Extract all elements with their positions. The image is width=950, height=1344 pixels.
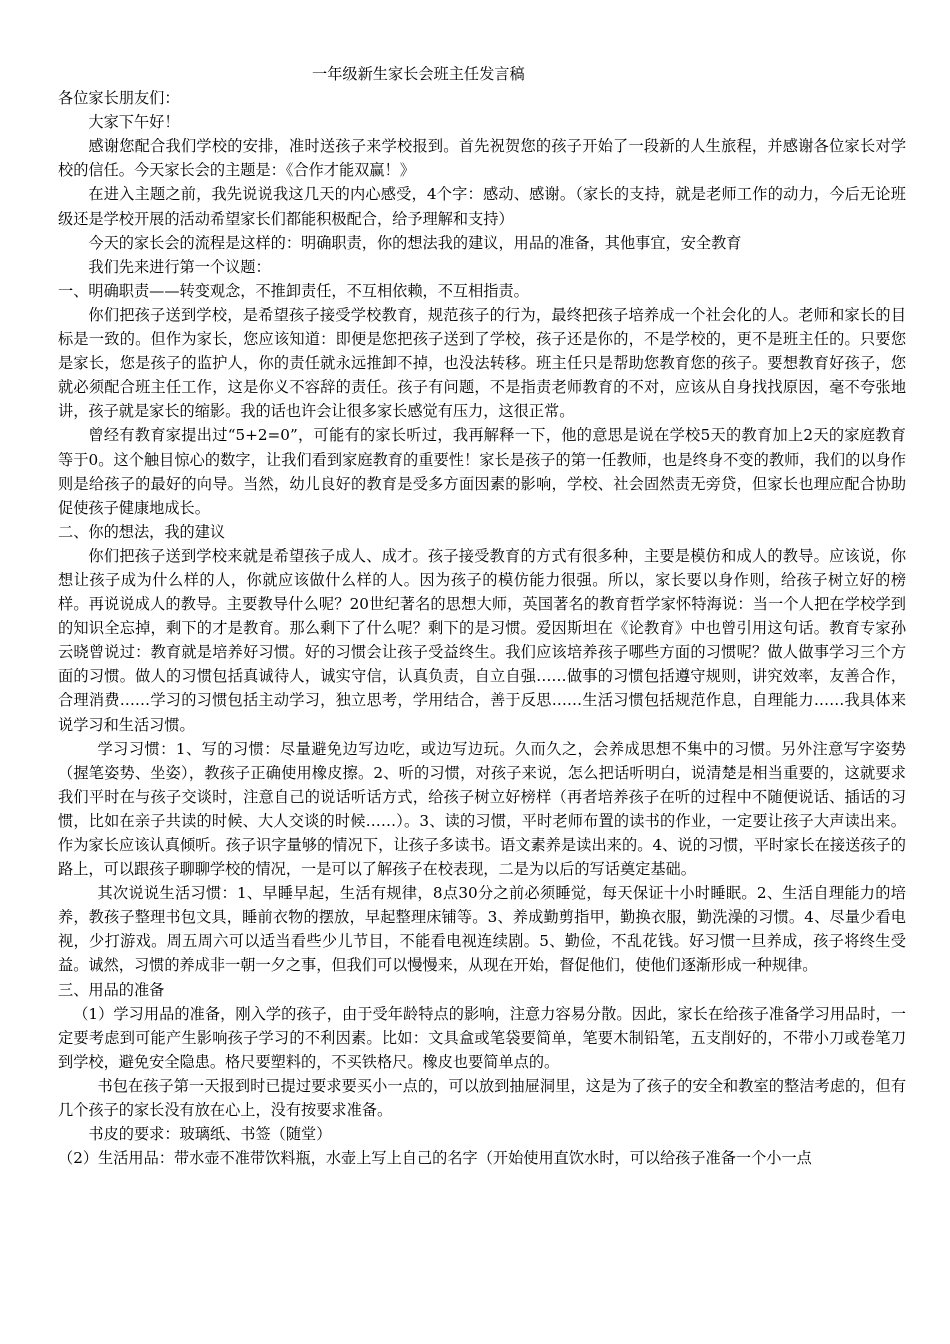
paragraph-thanks: 感谢您配合我们学校的安排，准时送孩子来学校报到。首先祝贺您的孩子开始了一段新的人生旅程，并感谢各位家长对学校的信任。今天家长会的主题是：《合作才能双赢！》: [58, 137, 906, 180]
document-page: [58, 62, 906, 1170]
paragraph-daily-items: （2）生活用品：带水壶不准带饮料瓶，水壶上写上自己的名字（开始使用直饮水时，可以给孩子准备一个小一点: [58, 1149, 812, 1168]
paragraph-schoolbag: 书包在孩子第一天报到时已提过要求要买小一点的，可以放到抽屉洞里，这是为了孩子的安全和教室的整洁考虑的，但有几个孩子的家长没有放在心上，没有按要求准备。: [58, 1076, 906, 1120]
paragraph-agenda: 今天的家长会的流程是这样的：明确职责，你的想法我的建议，用品的准备，其他事宜，安全教育: [88, 233, 742, 252]
section-heading-2: 二、你的想法，我的建议: [58, 522, 226, 541]
paragraph-school-supplies: （1）学习用品的准备，刚入学的孩子，由于受年龄特点的影响，注意力容易分散。因此，家长在给孩子准备学习用品时，一定要考虑到可能产生影响孩子学习的不利因素。比如：文具盒或笔袋要简单，笔要木制铅笔，五支削好的，不带小刀或卷笔刀到学校，避免安全隐患。格尺要塑料的，不买铁格尺。橡皮也要简单点的。: [58, 1004, 906, 1071]
paragraph-responsibility: 你们把孩子送到学校，是希望孩子接受学校教育，规范孩子的行为，最终把孩子培养成一个社会化的人。老师和家长的目标是一致的。但作为家长，您应该知道：即便是您把孩子送到了学校，孩子还是你的，不是学校的，更不是班主任的。只要您是家长，您是孩子的监护人，你的责任就永远推卸不掉，也没法转移。班主任只是帮助您教育您的孩子。要想教育好孩子，您就必须配合班主任工作，这是你义不容辞的责任。孩子有问题，不是指责老师教育的不对，应该从自身找找原因，毫不夸张地讲，孩子就是家长的缩影。我的话也许会让很多家长感觉有压力，这很正常。: [58, 305, 906, 421]
document-title: 一年级新生家长会班主任发言稿: [312, 65, 525, 83]
paragraph-hello: 大家下午好！: [88, 113, 180, 132]
section-heading-3: 三、用品的准备: [58, 980, 165, 999]
paragraph-feelings: 在进入主题之前，我先说说我这几天的内心感受，4个字：感动、感谢。（家长的支持，就是老师工作的动力，今后无论班级还是学校开展的活动希望家长们都能积极配合，给予理解和支持）: [58, 185, 906, 228]
paragraph-habits: 你们把孩子送到学校来就是希望孩子成人、成才。孩子接受教育的方式有很多种，主要是模仿和成人的教导。应该说，你想让孩子成为什么样的人，你就应该做什么样的人。因为孩子的模仿能力很强。所以，家长要以身作则，给孩子树立好的榜样。再说说成人的教导。主要教导什么呢？20世纪著名的思想大师，英国著名的教育哲学家怀特海说：当一个人把在学校学到的知识全忘掉，剩下的才是教育。那么剩下了什么呢？剩下的是习惯。爱因斯坦在《论教育》中也曾引用这句话。教育专家孙云晓曾说过：教育就是培养好习惯。好的习惯会让孩子受益终生。我们应该培养孩子哪些方面的习惯呢？做人做事学习三个方面的习惯。做人的习惯包括真诚待人，诚实守信，认真负责，自立自强……做事的习惯包括遵守规则，讲究效率，友善合作，合理消费……学习的习惯包括主动学习，独立思考，学用结合，善于反思……生活习惯包括规范作息，自理能力……我具体来说学习和生活习惯。: [58, 546, 906, 734]
paragraph-book-cover: 书皮的要求：玻璃纸、书签（随堂）: [88, 1125, 332, 1144]
greeting: 各位家长朋友们：: [58, 89, 180, 108]
paragraph-study-habits: 学习习惯：1、写的习惯：尽量避免边写边吃，或边写边玩。久而久之，会养成思想不集中的习惯。另外注意写字姿势（握笔姿势、坐姿），教孩子正确使用橡皮擦。2、听的习惯，对孩子来说，怎么把话听明白，说清楚是相当重要的，这就要求我们平时在与孩子交谈时，注意自己的说话听话方式，给孩子树立好榜样（再者培养孩子在听的过程中不随便说话、插话的习惯，比如在亲子共读的时候、大人交谈的时候……）。3、读的习惯，平时老师布置的读书的作业，一定要让孩子大声读出来。作为家长应该认真倾听。孩子识字量够的情况下，让孩子多读书。语文素养是读出来的。4、说的习惯，平时家长在接送孩子的路上，可以跟孩子聊聊学校的情况，一是可以了解孩子在校表现，二是为以后的写话奠定基础。: [58, 739, 906, 879]
paragraph-life-habits: 其次说说生活习惯：1、早睡早起，生活有规律，8点30分之前必须睡觉，每天保证十小时睡眠。2、生活自理能力的培养，教孩子整理书包文具，睡前衣物的摆放，早起整理床铺等。3、养成勤剪指甲，勤换衣服，勤洗澡的习惯。4、尽量少看电视，少打游戏。周五周六可以适当看些少儿节目，不能看电视连续剧。5、勤俭，不乱花钱。好习惯一旦养成，孩子将终生受益。诚然，习惯的养成非一朝一夕之事，但我们可以慢慢来，从现在开始，督促他们，使他们逐渐形成一种规律。: [58, 884, 906, 975]
section-heading-1: 一、明确职责——转变观念，不推卸责任，不互相依赖，不互相指责。: [58, 281, 529, 300]
paragraph-first-topic: 我们先来进行第一个议题：: [88, 257, 271, 276]
paragraph-5-plus-2: 曾经有教育家提出过“5+2=0”，可能有的家长听过，我再解释一下，他的意思是说在学校5天的教育加上2天的家庭教育等于0。这个触目惊心的数字，让我们看到家庭教育的重要性！家长是孩子的第一任教师，也是终身不变的教师，我们的以身作则是给孩子的最好的向导。当然，幼儿良好的教育是受多方面因素的影响，学校、社会固然责无旁贷，但家长也理应配合协助促使孩子健康地成长。: [58, 426, 906, 517]
